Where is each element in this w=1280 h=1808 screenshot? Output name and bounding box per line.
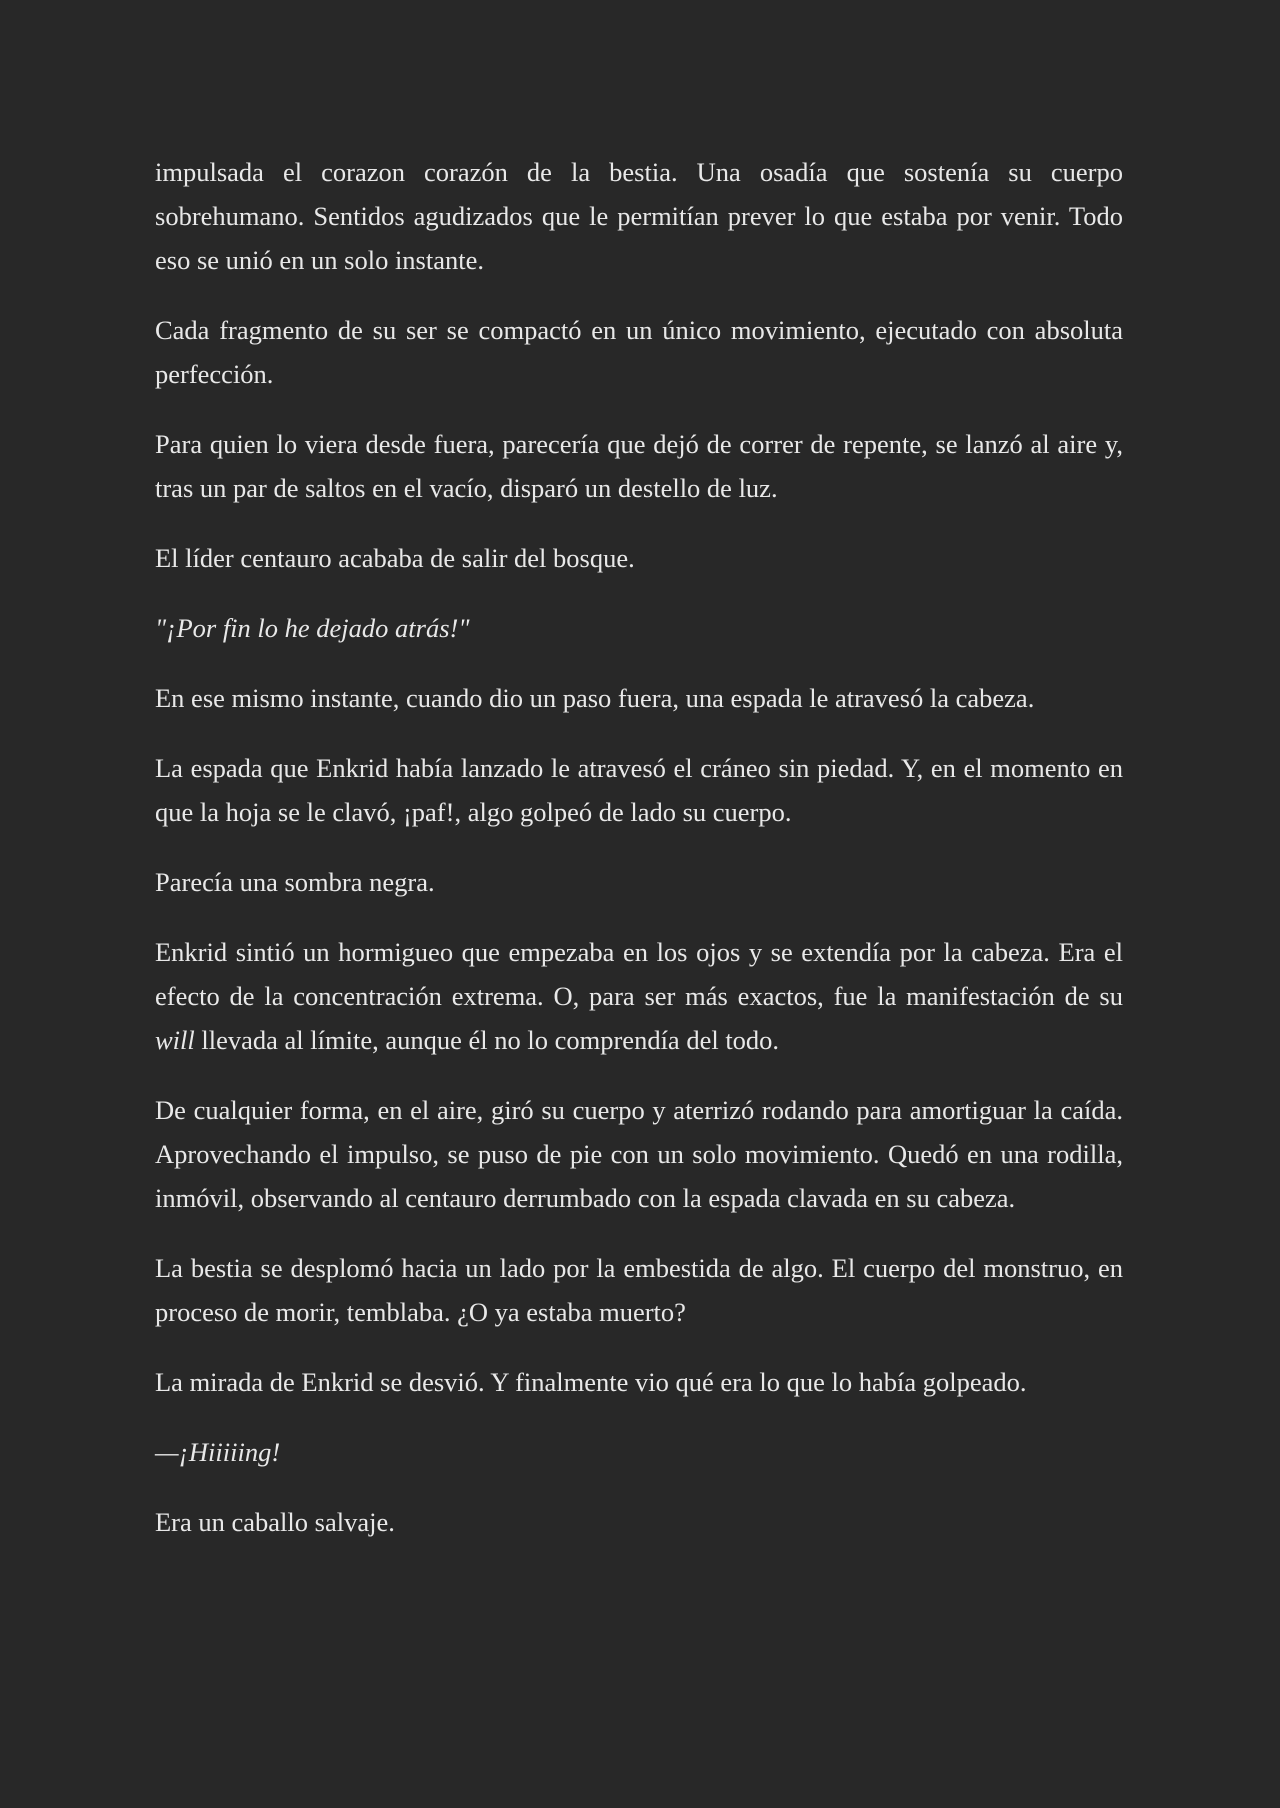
paragraph-4: El líder centauro acababa de salir del bosque.	[155, 543, 635, 573]
paragraph-10: De cualquier forma, en el aire, giró su cuerpo y aterrizó rodando para amortiguar la caída. Aprovechando el impulso, se puso de pie con un solo movimiento. Quedó en una rodilla, inmóvil, observando al centauro derrumbado con la espada clavada en su cabeza.	[155, 1095, 1123, 1213]
paragraph-14: Era un caballo salvaje.	[155, 1507, 395, 1537]
paragraph-13-dialogue	[155, 1430, 1123, 1474]
italic-word-will: will	[155, 1025, 195, 1055]
paragraph-8: Parecía una sombra negra.	[155, 867, 435, 897]
italic-thought: "¡Por fin lo he dejado atrás!"	[155, 613, 470, 643]
paragraph-3: Para quien lo viera desde fuera, parecería que dejó de correr de repente, se lanzó al aire y, tras un par de saltos en el vacío, disparó un destello de luz.	[155, 429, 1123, 503]
paragraph-12: La mirada de Enkrid se desvió. Y finalmente vio qué era lo que lo había golpeado.	[155, 1367, 1027, 1397]
paragraph-9-after: llevada al límite, aunque él no lo comprendía del todo.	[194, 1025, 780, 1055]
italic-dialogue: —¡Hiiiiing!	[155, 1437, 281, 1467]
paragraph-11: La bestia se desplomó hacia un lado por la embestida de algo. El cuerpo del monstruo, en proceso de morir, temblaba. ¿O ya estaba muerto?	[155, 1253, 1123, 1327]
reader-page	[155, 150, 1123, 1570]
paragraph-7: La espada que Enkrid había lanzado le atravesó el cráneo sin piedad. Y, en el momento en que la hoja se le clavó, ¡paf!, algo golpeó de lado su cuerpo.	[155, 753, 1123, 827]
paragraph-2: Cada fragmento de su ser se compactó en un único movimiento, ejecutado con absoluta perfección.	[155, 315, 1123, 389]
paragraph-9-before: Enkrid sintió un hormigueo que empezaba en los ojos y se extendía por la cabeza. Era el efecto de la concentración extrema. O, para ser más exactos, fue la manifestación de su	[155, 937, 1123, 1011]
paragraph-1: impulsada el corazon corazón de la bestia. Una osadía que sostenía su cuerpo sobrehumano. Sentidos agudizados que le permitían prever lo que estaba por venir. Todo eso se unió en un solo instante.	[155, 157, 1123, 275]
paragraph-6: En ese mismo instante, cuando dio un paso fuera, una espada le atravesó la cabeza.	[155, 683, 1035, 713]
paragraph-9	[155, 930, 1123, 1062]
paragraph-5-thought	[155, 606, 1123, 650]
